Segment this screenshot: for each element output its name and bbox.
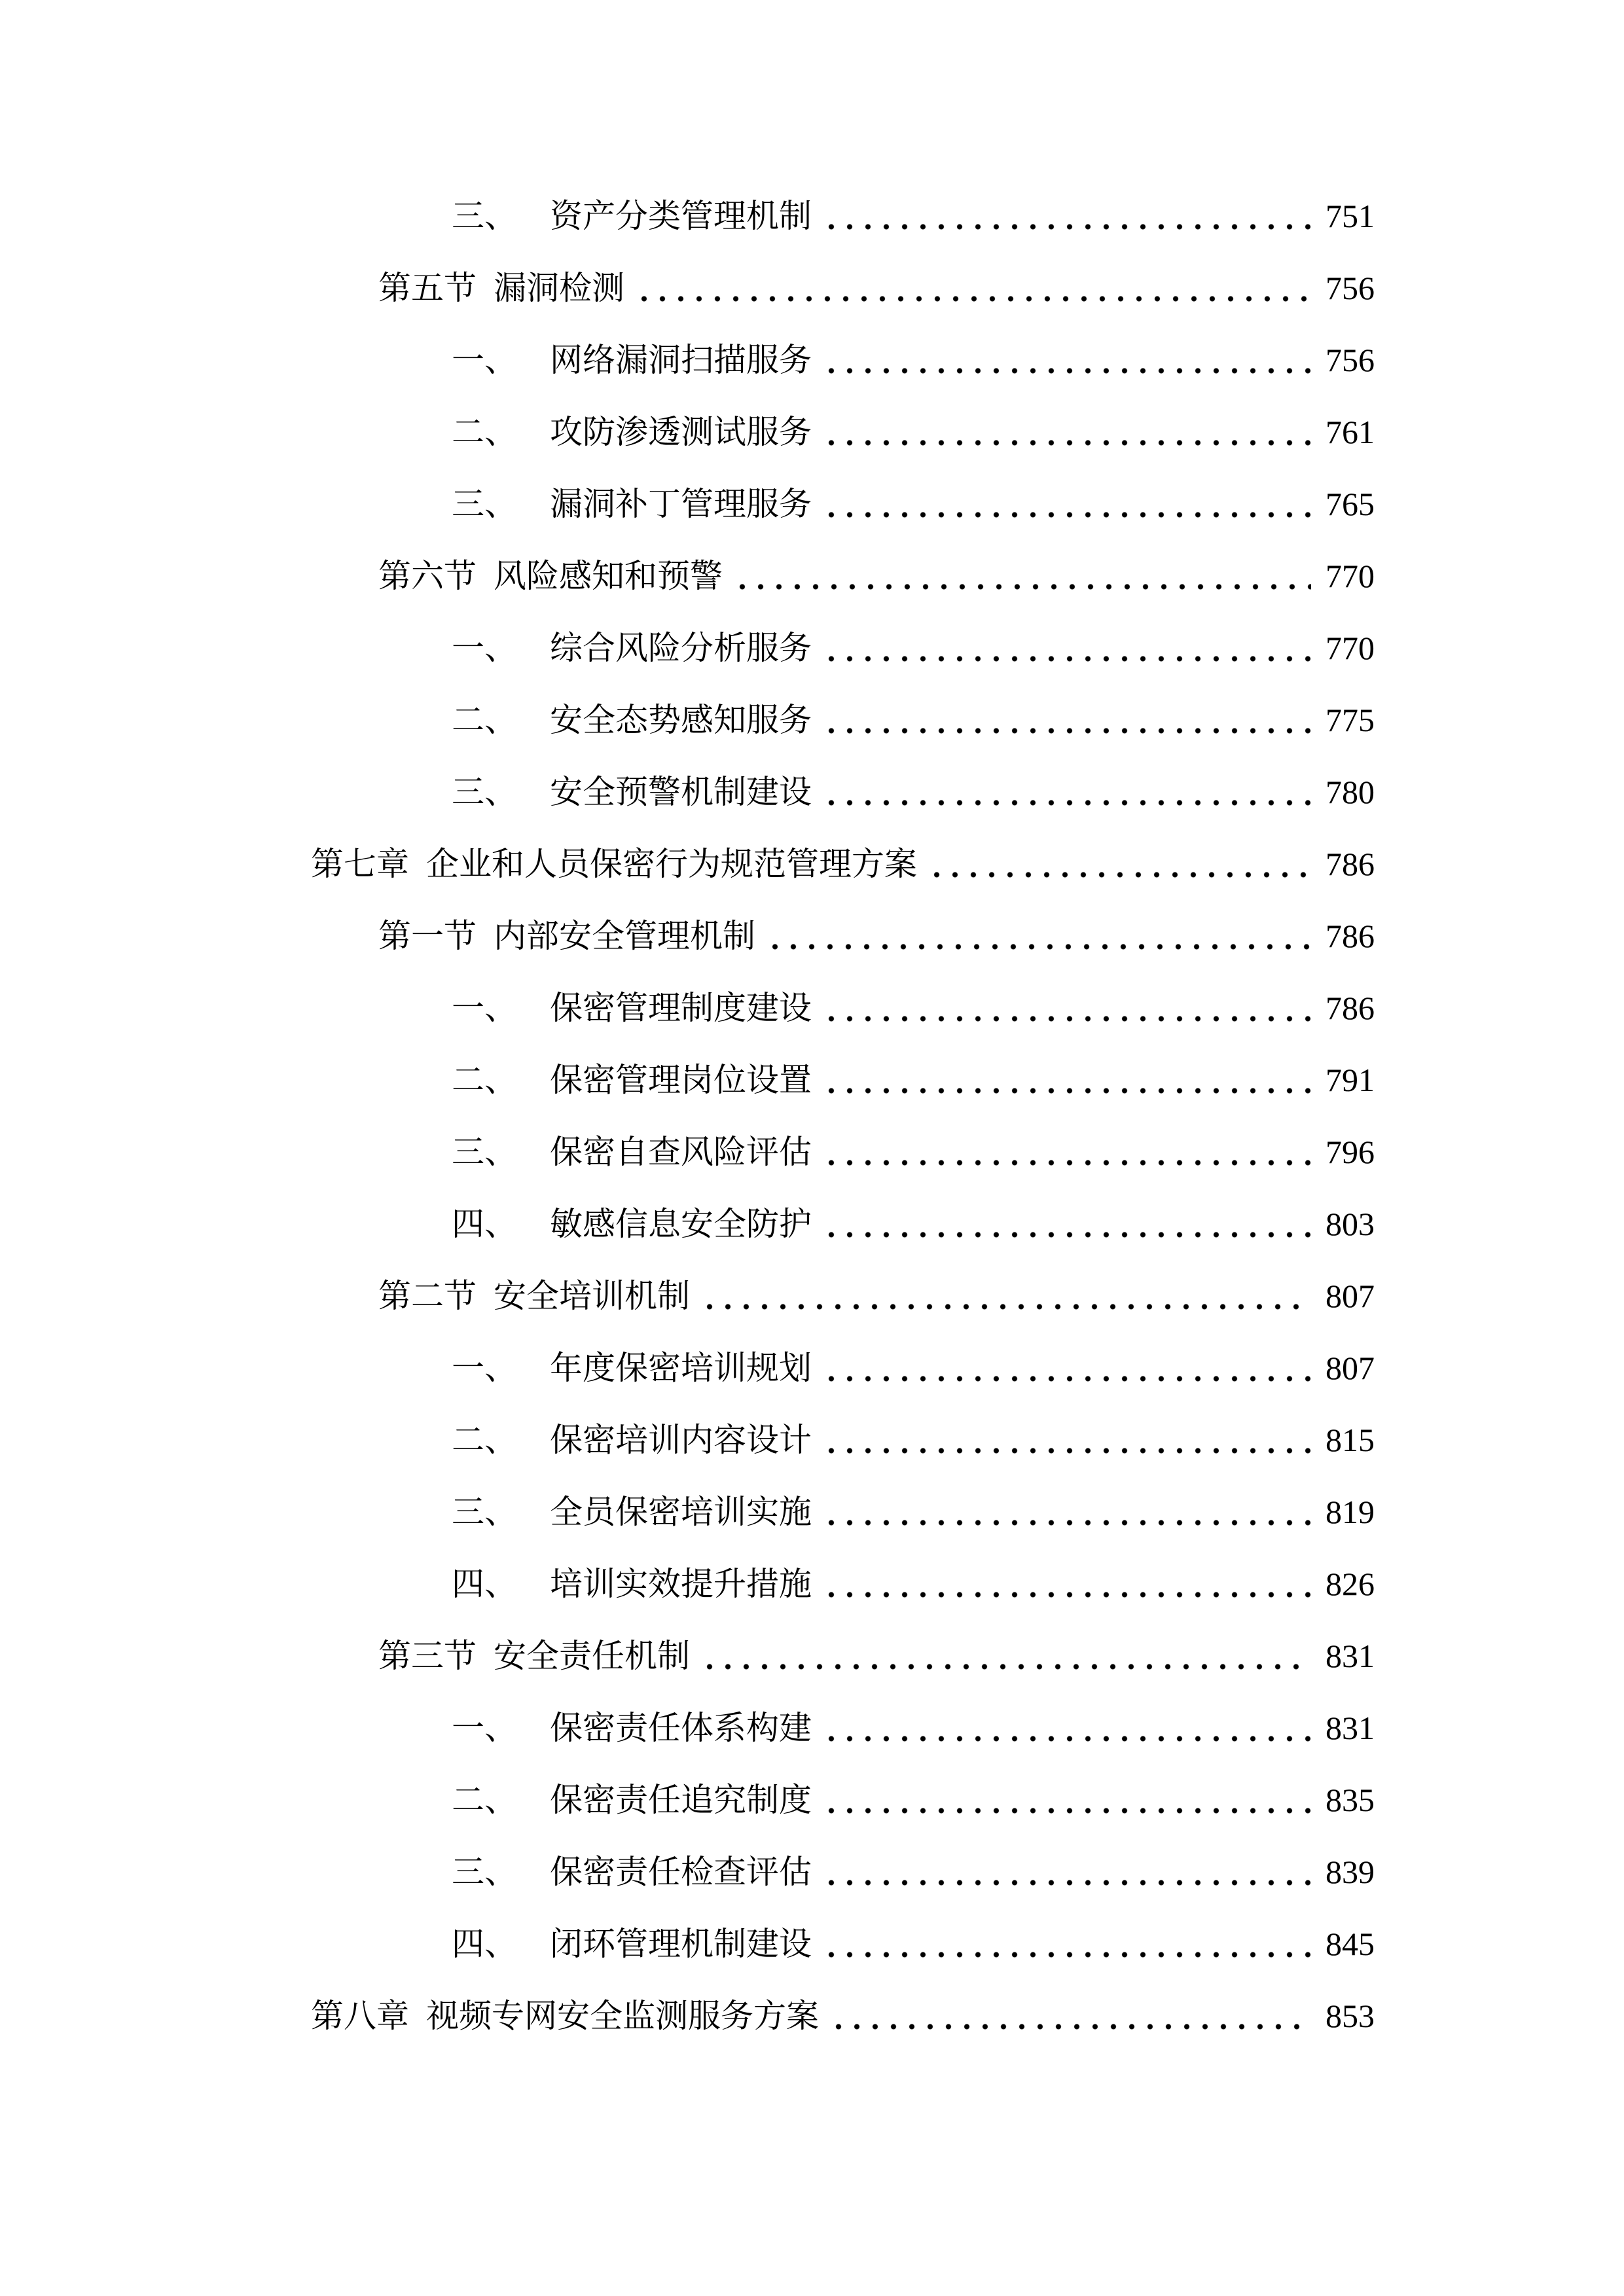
toc-entry-number: 一、 <box>452 1350 517 1386</box>
toc-entry[interactable] <box>0 1404 1375 1476</box>
toc-entry-number: 三、 <box>452 1134 517 1170</box>
dot-leader <box>822 1160 1311 1166</box>
toc-entry-title: 全员保密培训实施 <box>550 1494 812 1530</box>
toc-entry-page: 831 <box>1326 1638 1375 1674</box>
toc-list <box>0 180 1375 2052</box>
dot-leader <box>822 1448 1311 1454</box>
toc-entry-title: 内部安全管理机制 <box>494 918 755 954</box>
toc-entry[interactable] <box>0 396 1375 468</box>
toc-entry-number: 三、 <box>452 774 517 810</box>
toc-entry-number: 三、 <box>452 1854 517 1890</box>
toc-entry[interactable] <box>0 540 1375 612</box>
dot-leader <box>733 584 1311 590</box>
dot-leader <box>822 224 1311 230</box>
dot-leader <box>766 944 1311 950</box>
toc-entry[interactable] <box>0 1332 1375 1404</box>
dot-leader <box>822 1808 1311 1814</box>
toc-entry-page: 807 <box>1326 1350 1375 1386</box>
toc-entry-page: 765 <box>1326 486 1375 522</box>
toc-entry-page: 780 <box>1326 774 1375 810</box>
toc-entry-title: 风险感知和预警 <box>494 558 723 594</box>
dot-leader <box>635 296 1311 302</box>
toc-entry-title: 闭环管理机制建设 <box>550 1926 812 1962</box>
toc-entry[interactable] <box>0 324 1375 396</box>
toc-entry-number: 三、 <box>452 198 517 234</box>
toc-entry-number: 二、 <box>452 1422 517 1458</box>
toc-entry-page: 803 <box>1326 1206 1375 1242</box>
toc-entry-title: 保密责任体系构建 <box>550 1710 812 1746</box>
toc-entry-title: 敏感信息安全防护 <box>550 1206 812 1242</box>
toc-entry-page: 770 <box>1326 558 1375 594</box>
toc-entry-number: 第一节 <box>378 918 477 954</box>
dot-leader <box>822 1952 1311 1958</box>
toc-entry-title: 保密管理制度建设 <box>550 990 812 1026</box>
toc-entry-number: 第七章 <box>311 846 409 882</box>
toc-entry-title: 安全责任机制 <box>494 1638 690 1674</box>
dot-leader <box>700 1664 1311 1670</box>
toc-entry-page: 845 <box>1326 1926 1375 1962</box>
toc-entry-page: 786 <box>1326 846 1375 882</box>
toc-entry-page: 775 <box>1326 702 1375 738</box>
toc-entry-number: 四、 <box>452 1566 517 1602</box>
toc-entry-title: 漏洞补丁管理服务 <box>550 486 812 522</box>
toc-entry[interactable] <box>0 1260 1375 1332</box>
dot-leader <box>822 1880 1311 1886</box>
toc-entry-page: 786 <box>1326 990 1375 1026</box>
dot-leader <box>700 1304 1311 1310</box>
toc-entry-title: 视频专网安全监测服务方案 <box>426 1998 819 2034</box>
toc-entry-title: 网络漏洞扫描服务 <box>550 342 812 378</box>
toc-entry-number: 三、 <box>452 1494 517 1530</box>
toc-entry-page: 853 <box>1326 1998 1375 2034</box>
toc-entry-number: 二、 <box>452 702 517 738</box>
toc-entry-title: 保密自查风险评估 <box>550 1134 812 1170</box>
dot-leader <box>822 1592 1311 1598</box>
toc-entry-page: 835 <box>1326 1782 1375 1818</box>
dot-leader <box>822 1088 1311 1094</box>
toc-entry[interactable] <box>0 1692 1375 1764</box>
toc-entry[interactable] <box>0 1116 1375 1188</box>
toc-entry-number: 第五节 <box>378 270 477 306</box>
toc-entry-title: 保密责任检查评估 <box>550 1854 812 1890</box>
toc-entry-title: 保密责任追究制度 <box>550 1782 812 1818</box>
toc-entry-title: 年度保密培训规划 <box>550 1350 812 1386</box>
toc-entry-number: 第三节 <box>378 1638 477 1674</box>
toc-entry-title: 企业和人员保密行为规范管理方案 <box>426 846 917 882</box>
toc-entry-title: 漏洞检测 <box>494 270 624 306</box>
toc-entry-title: 培训实效提升措施 <box>550 1566 812 1602</box>
toc-entry-page: 786 <box>1326 918 1375 954</box>
toc-entry-title: 安全态势感知服务 <box>550 702 812 738</box>
dot-leader <box>822 1520 1311 1526</box>
toc-entry-page: 770 <box>1326 630 1375 666</box>
dot-leader <box>829 2024 1311 2030</box>
toc-entry-page: 796 <box>1326 1134 1375 1170</box>
toc-entry[interactable] <box>0 1908 1375 1980</box>
dot-leader <box>822 656 1311 662</box>
toc-entry-title: 安全预警机制建设 <box>550 774 812 810</box>
toc-entry[interactable] <box>0 1188 1375 1260</box>
toc-entry-page: 819 <box>1326 1494 1375 1530</box>
toc-entry-number: 一、 <box>452 1710 517 1746</box>
toc-entry-number: 二、 <box>452 1062 517 1098</box>
toc-entry-number: 四、 <box>452 1206 517 1242</box>
toc-entry-title: 资产分类管理机制 <box>550 198 812 234</box>
toc-entry-page: 751 <box>1326 198 1375 234</box>
toc-entry-title: 保密培训内容设计 <box>550 1422 812 1458</box>
toc-entry-page: 826 <box>1326 1566 1375 1602</box>
toc-entry-page: 761 <box>1326 414 1375 450</box>
toc-entry-page: 807 <box>1326 1278 1375 1314</box>
toc-entry-title: 攻防渗透测试服务 <box>550 414 812 450</box>
toc-entry[interactable] <box>0 1620 1375 1692</box>
toc-entry[interactable] <box>0 1980 1375 2052</box>
toc-entry-number: 二、 <box>452 1782 517 1818</box>
toc-entry-number: 三、 <box>452 486 517 522</box>
toc-entry-title: 综合风险分析服务 <box>550 630 812 666</box>
toc-entry-page: 791 <box>1326 1062 1375 1098</box>
toc-entry-number: 第八章 <box>311 1998 409 2034</box>
toc-entry-number: 第二节 <box>378 1278 477 1314</box>
dot-leader <box>822 800 1311 806</box>
toc-entry-page: 839 <box>1326 1854 1375 1890</box>
toc-entry-page: 815 <box>1326 1422 1375 1458</box>
dot-leader <box>928 872 1311 878</box>
toc-entry[interactable] <box>0 1476 1375 1548</box>
toc-entry-title: 安全培训机制 <box>494 1278 690 1314</box>
toc-entry[interactable] <box>0 828 1375 900</box>
toc-entry-number: 四、 <box>452 1926 517 1962</box>
toc-entry[interactable] <box>0 684 1375 756</box>
toc-entry-number: 一、 <box>452 342 517 378</box>
toc-entry[interactable] <box>0 1548 1375 1620</box>
dot-leader <box>822 1736 1311 1742</box>
toc-entry-number: 一、 <box>452 630 517 666</box>
dot-leader <box>822 1232 1311 1238</box>
toc-entry[interactable] <box>0 756 1375 828</box>
toc-entry[interactable] <box>0 1764 1375 1836</box>
toc-entry[interactable] <box>0 612 1375 684</box>
toc-entry[interactable] <box>0 1044 1375 1116</box>
toc-entry-number: 二、 <box>452 414 517 450</box>
toc-entry-number: 一、 <box>452 990 517 1026</box>
toc-entry[interactable] <box>0 972 1375 1044</box>
dot-leader <box>822 440 1311 446</box>
dot-leader <box>822 368 1311 374</box>
toc-entry[interactable] <box>0 900 1375 972</box>
dot-leader <box>822 728 1311 734</box>
toc-entry-page: 756 <box>1326 342 1375 378</box>
toc-entry[interactable] <box>0 468 1375 540</box>
dot-leader <box>822 1376 1311 1382</box>
toc-entry-title: 保密管理岗位设置 <box>550 1062 812 1098</box>
toc-entry-page: 756 <box>1326 270 1375 306</box>
toc-entry-page: 831 <box>1326 1710 1375 1746</box>
toc-entry[interactable] <box>0 1836 1375 1908</box>
dot-leader <box>822 512 1311 518</box>
toc-entry[interactable] <box>0 180 1375 252</box>
toc-entry[interactable] <box>0 252 1375 324</box>
toc-entry-number: 第六节 <box>378 558 477 594</box>
dot-leader <box>822 1016 1311 1022</box>
